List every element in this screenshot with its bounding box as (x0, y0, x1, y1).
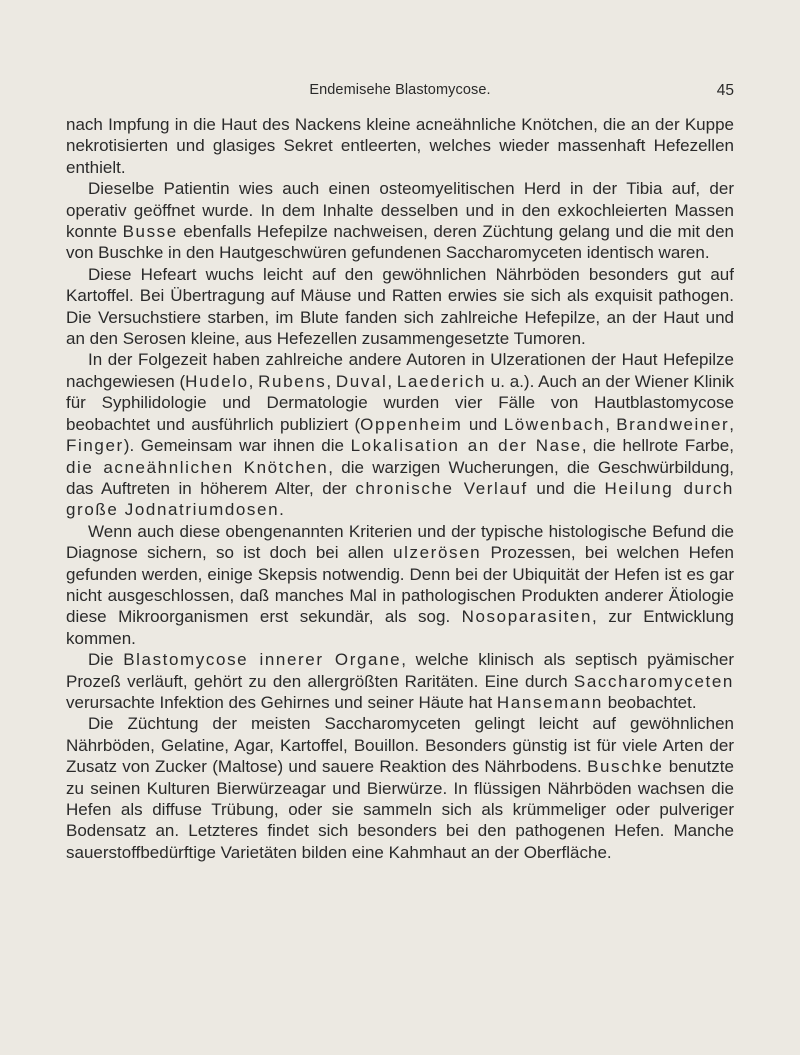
text-segment: Die Züchtung der meisten Saccharomyceten gelingt leicht auf gewöhnlichen Nährböden, Gelatine, Agar, Kartoffel, Bouillon. Besonders günstig ist für viele Arten der Zusatz von Zucker (Maltose) und sauere Reaktion des Nährbodens. (66, 714, 734, 777)
text-segment: , welche klinisch als septisch pyämischer Prozeß verläuft, gehört zu den allergrößten Raritäten. Eine durch (66, 650, 734, 691)
emphasized-text: Buschke (587, 757, 664, 777)
paragraph (66, 649, 734, 713)
paragraph (66, 713, 734, 863)
text-segment: Wenn auch diese obengenannten Kriterien und der typische histologische Befund die Diagnose sichern, so ist doch bei allen (66, 521, 734, 563)
text-segment: und die (527, 478, 605, 498)
emphasized-text: Lokalisation an der Nase (350, 436, 582, 456)
emphasized-text: Hansemann (496, 692, 603, 712)
text-segment: Dieselbe Patientin wies auch einen osteomyelitischen Herd in der Tibia auf, der operativ geöffnet wurde. In dem Inhalte desselben und in den exkochleierten Massen konnte (66, 179, 734, 242)
text-segment: , zur Entwicklung kommen. (66, 607, 734, 648)
page-number: 45 (716, 82, 734, 99)
paragraph (66, 264, 734, 350)
text-segment: und (462, 414, 504, 434)
text-segment: Diese Hefeart wuchs leicht auf den gewöhnlichen Nährböden besonders gut auf Kartoffel. Bei Übertragung auf Mäuse und Ratten erwies sie sich als exquisit pathogen. Die Versuchstiere starben, im Blute fanden sich zahlreiche Hefepilze, an der Haut und an den Serosen kleine, aus Hefezellen zusammengesetzte Tumoren. (66, 264, 734, 349)
text-segment: Prozessen, bei welchen Hefen gefunden werden, einige Skepsis notwendig. Denn bei der Ubiquität der Hefen ist es gar nicht ausgeschlossen, daß manches Mal in pathologischen Produkten anderer Ätiologie diese Mikroorganismen erst sekundär, als sog. (66, 543, 735, 627)
text-segment: benutzte zu seinen Kulturen Bierwürzeagar und Bierwürze. In flüssigen Nährböden wachsen die Hefen als diffuse Trübung, oder sie sammeln sich als krümmeliger oder pulveriger Bodensatz an. Letzteres findet sich besonders bei den pathogenen Hefen. Manche sauerstoffbedürftige Varietäten bilden eine Kahmhaut an der Oberfläche. (66, 757, 734, 862)
text-segment: In der Folgezeit haben zahlreiche andere Autoren in Ulzerationen der Haut Hefepilze nachgewiesen ( (66, 350, 734, 391)
text-segment: , die warzigen Wucherungen, die Geschwürbildung, das Auftreten in höherem Alter, der (66, 457, 735, 498)
paragraph (66, 521, 734, 649)
emphasized-text: Rubens (258, 371, 327, 391)
emphasized-text: Finger (66, 436, 124, 456)
text-segment: , (326, 371, 336, 391)
emphasized-text: Löwenbach (503, 414, 606, 434)
paragraph (66, 178, 734, 264)
text-segment: , (248, 371, 259, 391)
body-text (66, 114, 734, 863)
emphasized-text: Oppenheim (360, 414, 463, 434)
text-segment: ). Gemeinsam war ihnen die (123, 436, 351, 456)
text-segment: , (605, 414, 617, 434)
text-segment: u. a.). Auch an der Wiener Klinik für Syphilidologie und Dermatologie wurden vier Fälle von Hautblastomycose beobachtet und ausführlich publiziert ( (66, 371, 735, 434)
running-title: Endemisehe Blastomycose. (309, 82, 491, 98)
text-segment: , die hellrote Farbe, (581, 436, 734, 456)
paragraph (66, 114, 734, 178)
emphasized-text: ulzerösen (393, 543, 482, 563)
paragraph (66, 349, 734, 520)
emphasized-text: Saccharomyceten (573, 671, 734, 691)
emphasized-text: Blastomycose innerer Organe (123, 650, 402, 670)
running-head (66, 82, 734, 104)
text-segment: , (729, 414, 735, 434)
emphasized-text: Hudelo (185, 371, 249, 391)
emphasized-text: Laederich (396, 371, 486, 391)
text-segment: , (387, 371, 397, 391)
text-segment: nach Impfung in die Haut des Nackens kleine acneähnliche Knötchen, die an der Kuppe nekrotisierten und glasiges Sekret entleerten, welches wieder massenhaft Hefezellen enthielt. (66, 115, 734, 177)
text-segment: verursachte Infektion des Gehirnes und seiner Häute hat (66, 692, 497, 712)
emphasized-text: Brandweiner (616, 414, 730, 434)
emphasized-text: Busse (122, 222, 178, 242)
text-segment: . (279, 500, 284, 520)
emphasized-text: Nosoparasiten (461, 607, 593, 627)
text-segment: beobachtet. (603, 692, 697, 712)
text-segment: ebenfalls Hefepilze nachweisen, deren Züchtung gelang und die mit den von Buschke in den Hautgeschwüren gefundenen Saccharomyceten identisch waren. (66, 222, 734, 263)
text-segment: Die (88, 650, 124, 670)
emphasized-text: Duval (335, 371, 388, 391)
emphasized-text: chronische Verlauf (355, 478, 528, 498)
emphasized-text: die acneähnlichen Knötchen (66, 457, 329, 477)
emphasized-text: Heilung durch große Jodnatriumdosen (66, 478, 734, 520)
